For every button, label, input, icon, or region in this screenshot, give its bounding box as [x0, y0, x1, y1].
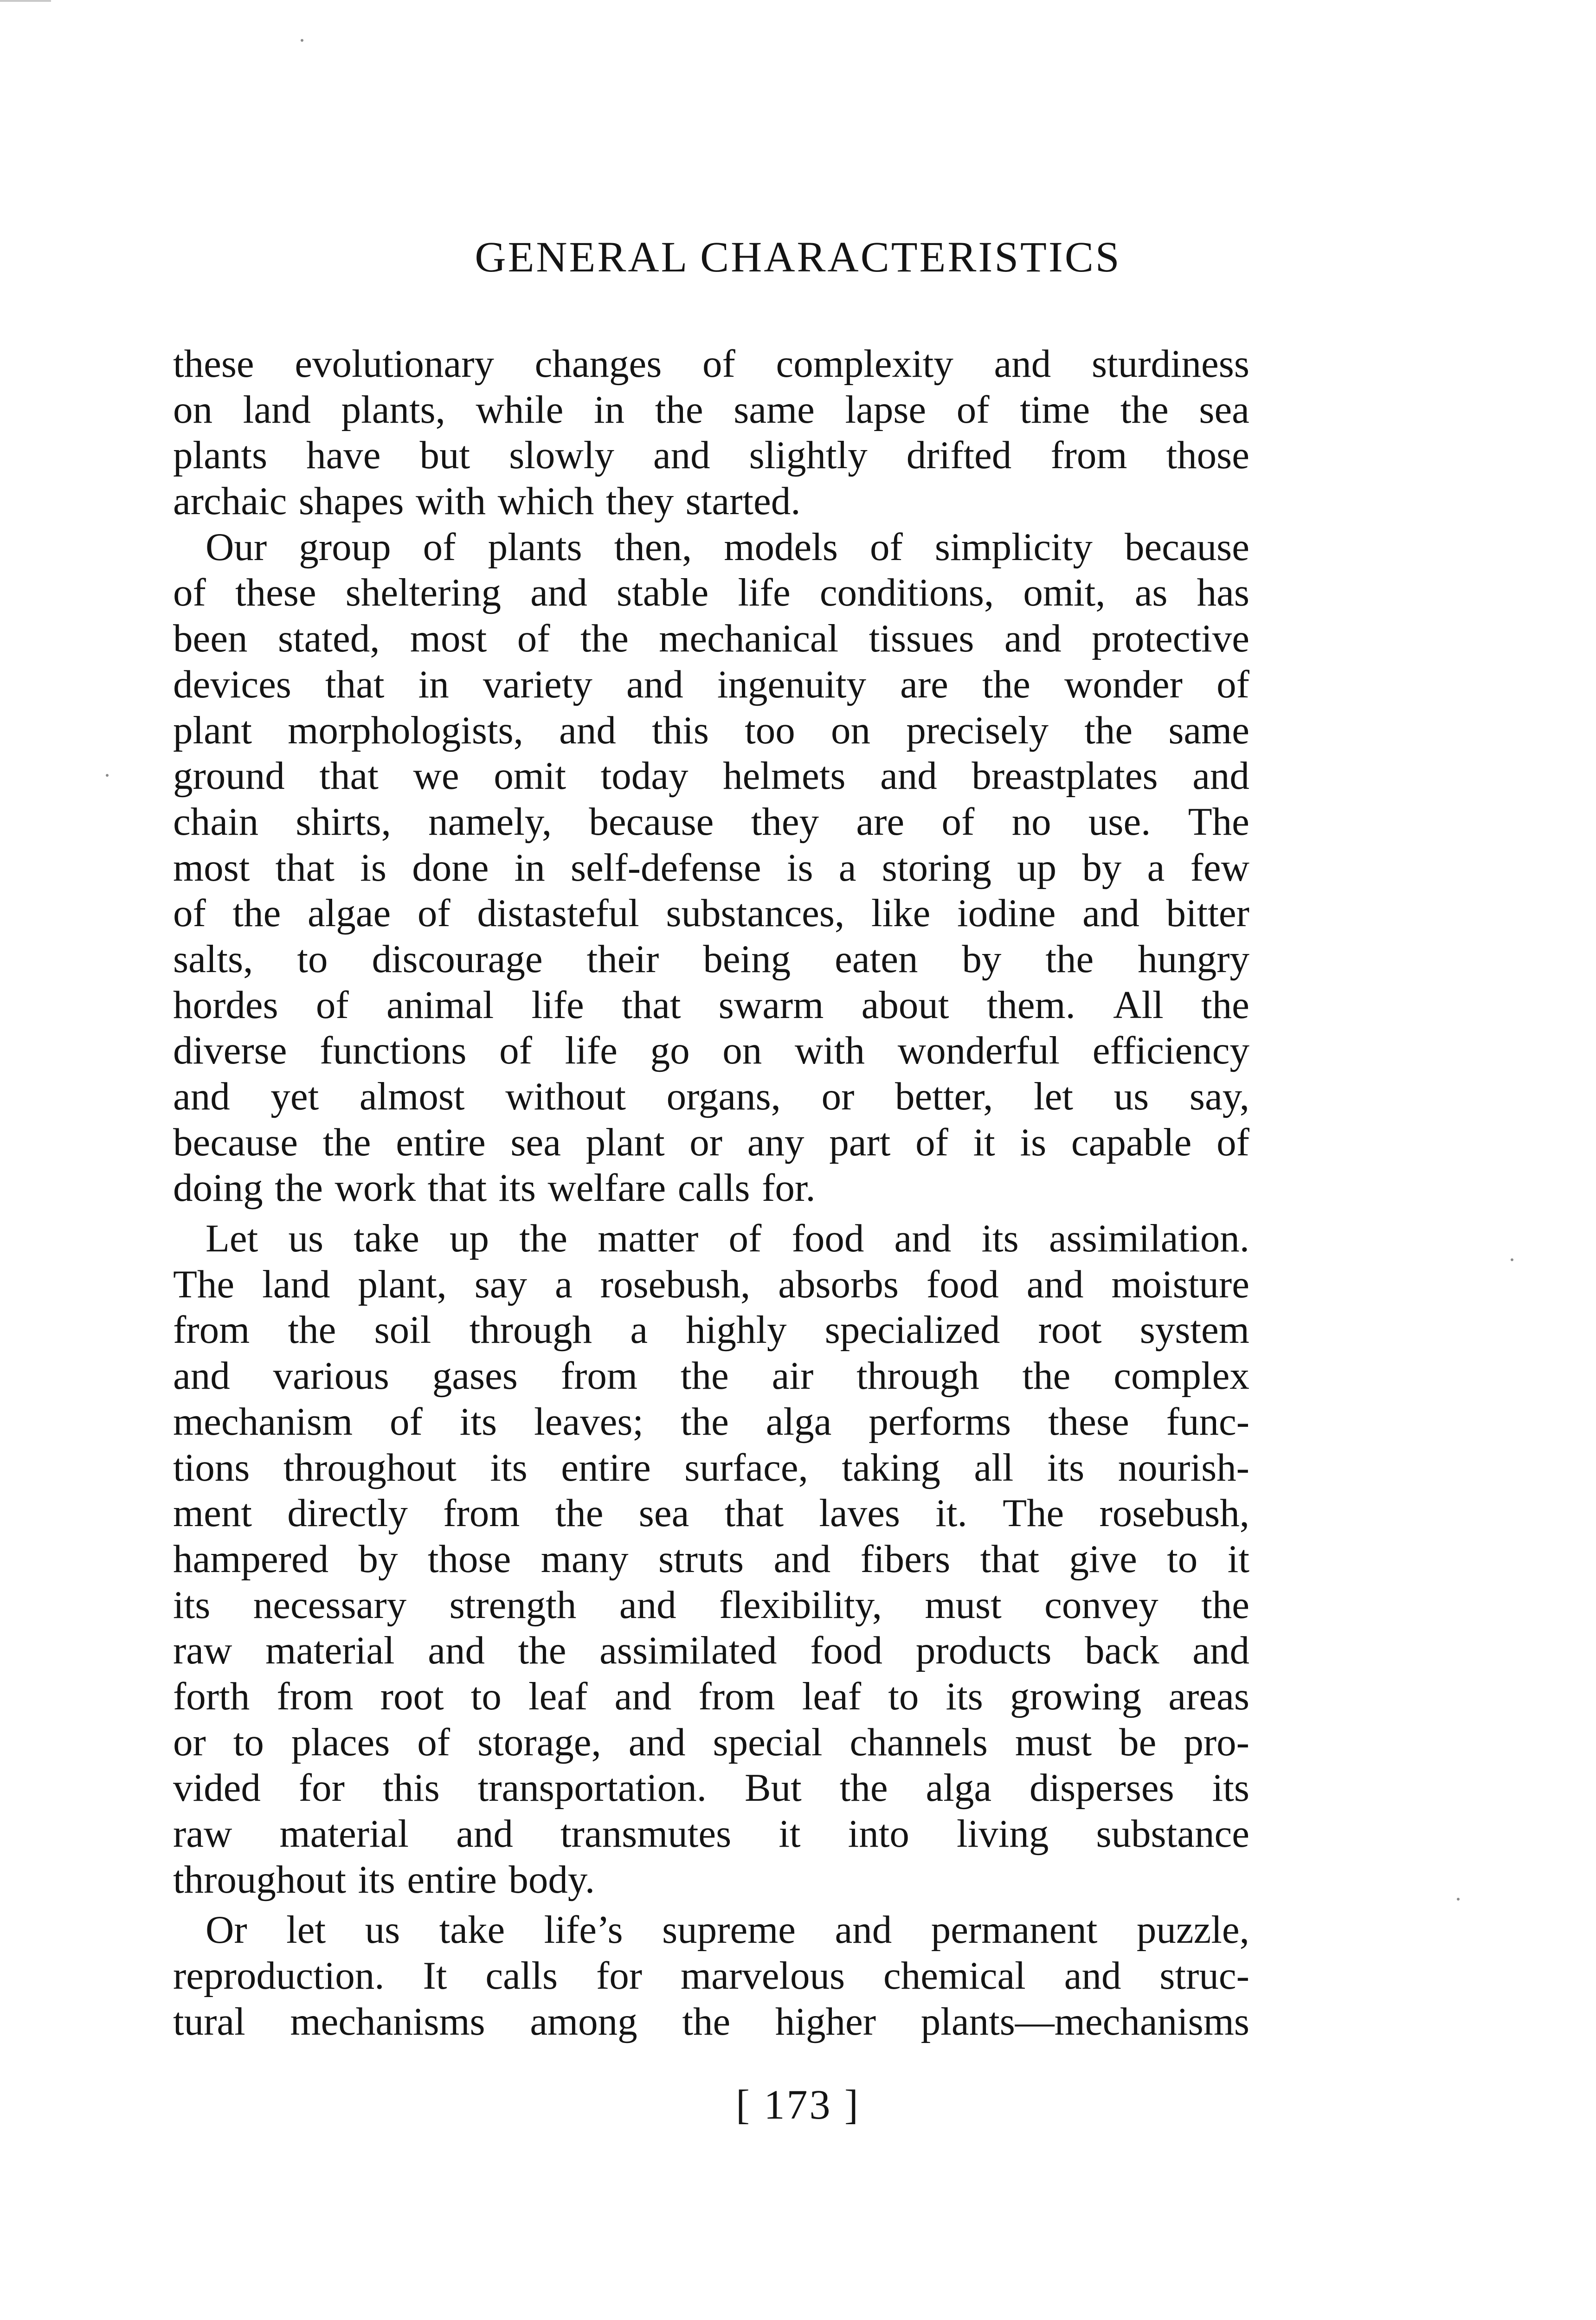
text-line: most that is done in self-defense is a storing up by a few [173, 845, 1249, 889]
text-line: diverse functions of life go on with wonderful efficiency [173, 1029, 1249, 1073]
text-line: throughout its entire body. [173, 1857, 595, 1901]
text-line: been stated, most of the mechanical tissues and protective [173, 617, 1249, 661]
text-line: devices that in variety and ingenuity are the wonder of [173, 662, 1249, 706]
text-line: vided for this transportation. But the alga disperses its [173, 1766, 1249, 1810]
text-line: ment directly from the sea that laves it. The rosebush, [173, 1491, 1249, 1535]
text-line: forth from root to leaf and from leaf to its growing areas [173, 1674, 1249, 1718]
text-line: plants have but slowly and slightly drifted from those [173, 433, 1249, 477]
text-line: reproduction. It calls for marvelous chemical and struc- [173, 1954, 1249, 1998]
text-line: or to places of storage, and special channels must be pro- [173, 1720, 1249, 1764]
text-line: hordes of animal life that swarm about them. All the [173, 983, 1249, 1027]
text-line: and yet almost without organs, or better, let us say, [173, 1075, 1249, 1118]
scan-speck [1511, 1258, 1513, 1261]
text-line: these evolutionary changes of complexity and sturdiness [173, 342, 1249, 386]
text-line: Or let us take life’s supreme and permanent puzzle, [206, 1908, 1249, 1952]
scan-speck [106, 774, 109, 777]
text-line: its necessary strength and flexibility, must convey the [173, 1583, 1249, 1627]
paragraph [173, 1216, 1249, 1902]
text-line: chain shirts, namely, because they are of no use. The [173, 799, 1249, 844]
text-line: archaic shapes with which they started. [173, 479, 801, 523]
running-head: GENERAL CHARACTERISTICS [475, 233, 1121, 281]
scan-speck [301, 39, 303, 42]
text-line: of the algae of distasteful substances, like iodine and bitter [173, 891, 1249, 935]
text-line: salts, to discourage their being eaten by the hungry [173, 937, 1249, 981]
scan-edge-mark [0, 0, 51, 2]
text-line: of these sheltering and stable life conditions, omit, as has [173, 571, 1249, 615]
text-line: doing the work that its welfare calls for. [173, 1166, 816, 1210]
text-line: because the entire sea plant or any part of it is capable of [173, 1120, 1249, 1164]
text-line: Let us take up the matter of food and its assimilation. [206, 1217, 1249, 1261]
paragraph [173, 1907, 1249, 2044]
text-line: on land plants, while in the same lapse of time the sea [173, 387, 1249, 432]
page-number: [ 173 ] [736, 2082, 860, 2128]
text-line: raw material and the assimilated food products back and [173, 1629, 1249, 1673]
text-line: and various gases from the air through the complex [173, 1354, 1249, 1398]
text-line: tural mechanisms among the higher plants—mechanisms [173, 1999, 1249, 2043]
text-line: tions throughout its entire surface, taking all its nourish- [173, 1445, 1249, 1489]
text-line: from the soil through a highly specialized root system [173, 1308, 1249, 1352]
text-line: mechanism of its leaves; the alga performs these func- [173, 1399, 1249, 1444]
paragraph [173, 341, 1249, 524]
scan-speck [1457, 1898, 1460, 1901]
text-line: hampered by those many struts and fibers that give to it [173, 1537, 1249, 1581]
body-text [173, 341, 1249, 2044]
text-line: The land plant, say a rosebush, absorbs food and moisture [173, 1262, 1249, 1306]
text-line: plant morphologists, and this too on precisely the same [173, 708, 1249, 752]
text-line: ground that we omit today helmets and breastplates and [173, 754, 1249, 798]
paragraph [173, 524, 1249, 1211]
text-line: Our group of plants then, models of simplicity because [206, 525, 1249, 569]
text-line: raw material and transmutes it into living substance [173, 1812, 1249, 1856]
